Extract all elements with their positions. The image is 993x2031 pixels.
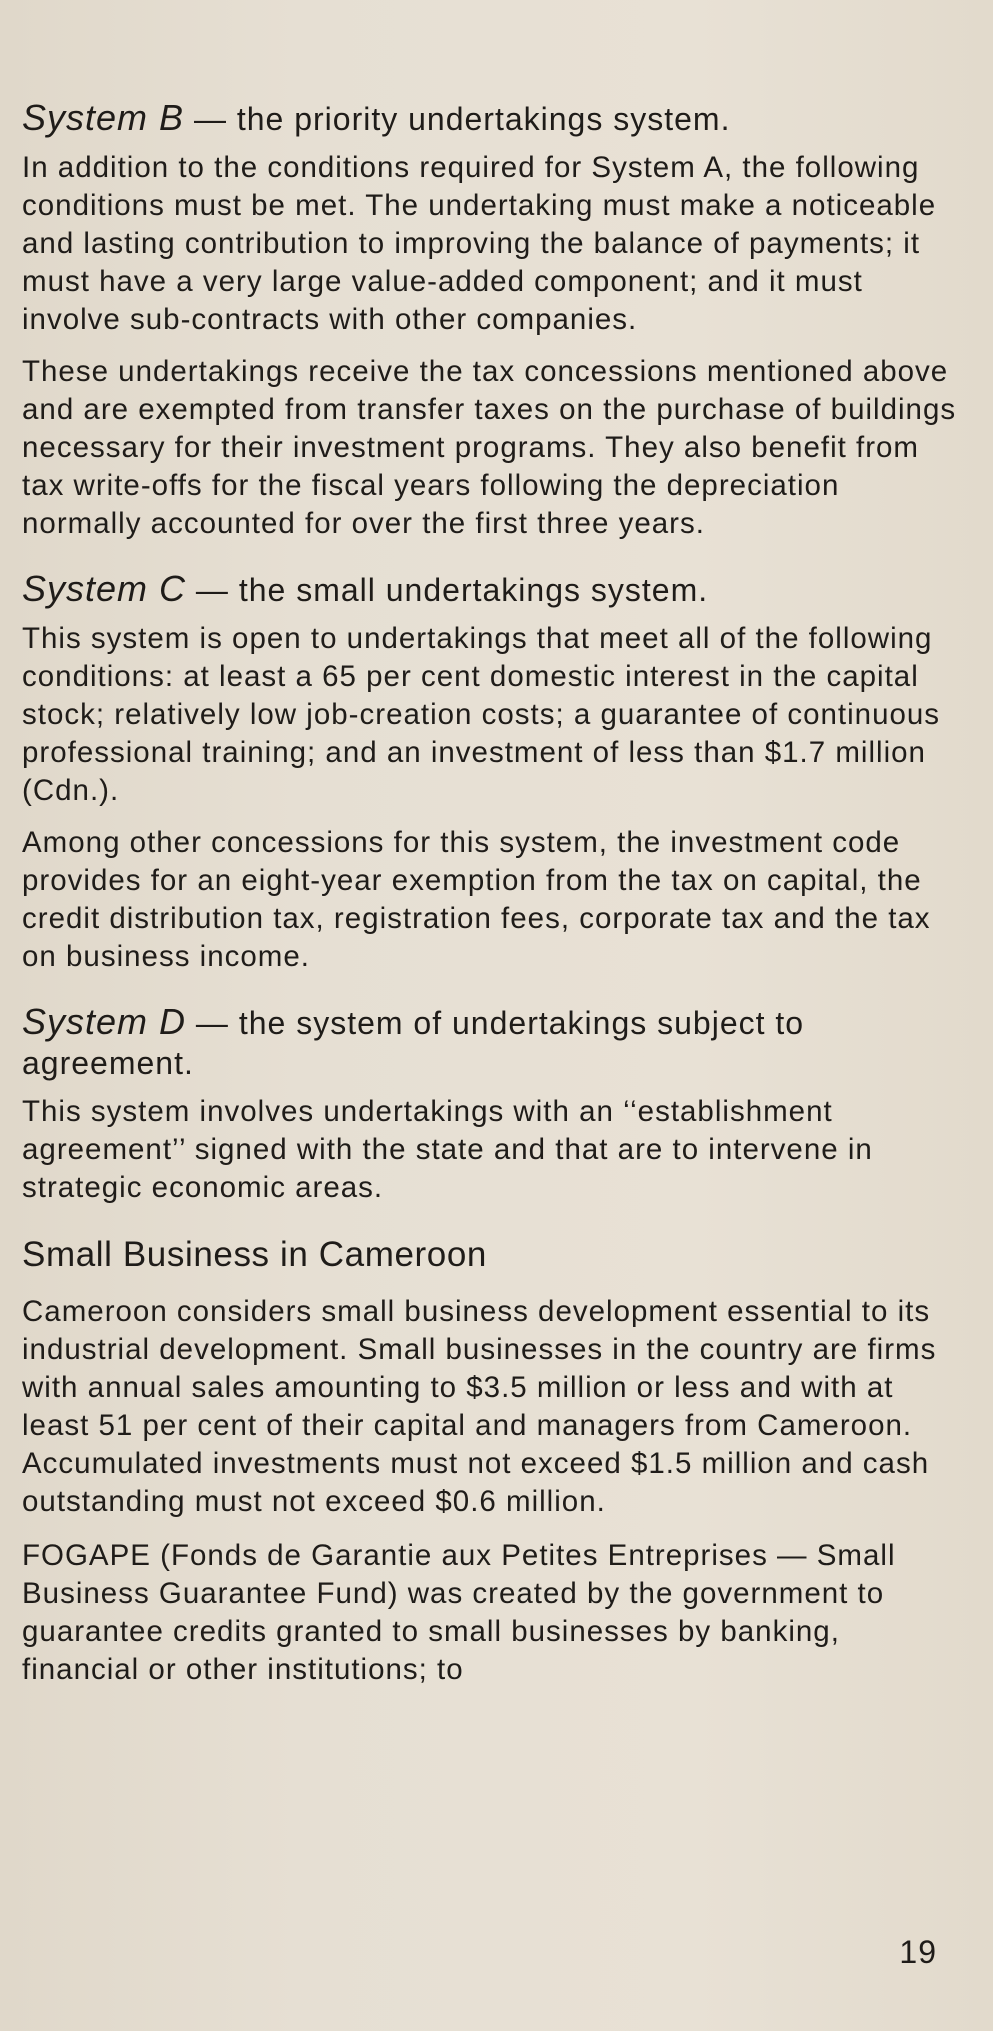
small-business-paragraph-1: Cameroon considers small business development essential to its industrial development. Small businesses in the country are firms with annual sales amounting to $3.5 million or less and with at least 51 per cent of their capital and managers from Cameroon. Accumulated investments must not exceed $1.5 million and cash outstanding must not exceed $0.6 million. — [22, 1295, 937, 1518]
system-c-paragraph-1: This system is open to undertakings that meet all of the following conditions: at least a 65 per cent domestic interest in the capital stock; relatively low job-creation costs; a guarantee of continuous professional training; and an investment of less than $1.7 million (Cdn.). — [22, 622, 941, 807]
system-b-heading — [22, 98, 962, 139]
system-d-paragraph-1: This system involves undertakings with an ‘‘establishment agreement’’ signed with the state and that are to intervene in strategic economic areas. — [22, 1095, 873, 1204]
system-d-description: — the system of undertakings subject to agreement. — [22, 1005, 805, 1081]
small-business-title: Small Business in Cameroon — [22, 1235, 487, 1274]
page-content — [22, 98, 962, 1689]
system-c-name: System C — [22, 568, 187, 609]
system-b-paragraph-2: These undertakings receive the tax concessions mentioned above and are exempted from transfer taxes on the purchase of buildings necessary for their investment programs. They also benefit from tax write-offs for the fiscal years following the depreciation normally accounted for over the first three years. — [22, 355, 957, 540]
system-c-description: — the small undertakings system. — [186, 572, 709, 608]
small-business-paragraph-2: FOGAPE (Fonds de Garantie aux Petites Entreprises — Small Business Guarantee Fund) was created by the government to guarantee credits granted to small businesses by banking, financial or other institutions; to — [22, 1539, 896, 1686]
system-c-heading — [22, 569, 962, 610]
system-c-paragraph-2: Among other concessions for this system, the investment code provides for an eight-year exemption from the tax on capital, the credit distribution tax, registration fees, corporate tax and the tax on business income. — [22, 826, 931, 973]
system-d-heading — [22, 1002, 962, 1083]
system-b-description: — the priority undertakings system. — [184, 101, 731, 137]
page-number: 19 — [899, 1934, 937, 1970]
system-b-paragraph-1: In addition to the conditions required for System A, the following conditions must be met. The undertaking must make a noticeable and lasting contribution to improving the balance of payments; it must have a very large value-added component; and it must involve sub-contracts with other companies. — [22, 151, 937, 336]
system-d-name: System D — [22, 1001, 187, 1042]
system-b-name: System B — [22, 97, 185, 138]
